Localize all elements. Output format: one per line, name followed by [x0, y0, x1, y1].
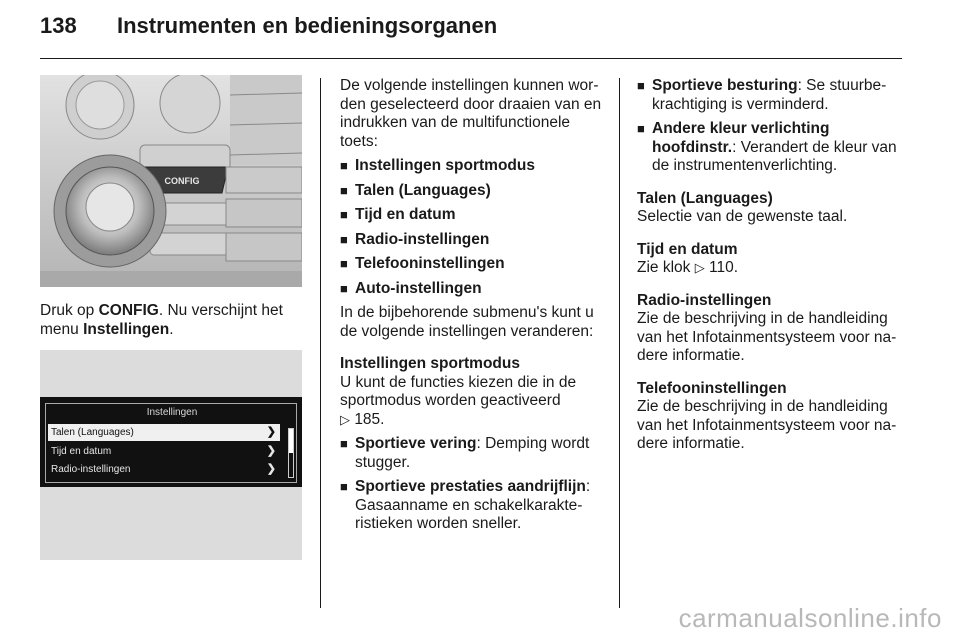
watermark: carmanualsonline.info: [678, 603, 942, 633]
option-description: : Se stuurbe- krachtiging is verminderd.: [652, 77, 887, 113]
bullet-icon: ■: [340, 207, 348, 222]
column-divider-1: [320, 78, 321, 608]
option-label: Sportieve vering: [355, 435, 477, 452]
submenu-text: In de bijbehorende submenu's kunt u de volgende instellingen veranderen:: [340, 304, 594, 340]
option-item: [340, 157, 605, 176]
bullet-icon: ■: [637, 121, 645, 136]
option-label: Telefooninstellingen: [355, 255, 505, 272]
bullet-icon: ■: [340, 182, 348, 198]
menu-item-label: Radio-instellingen: [51, 464, 131, 475]
display-screen: [40, 397, 302, 487]
bullet-icon: ■: [340, 479, 348, 494]
bullet-icon: ■: [340, 231, 348, 247]
option-description: : Gasaanname en schakelkarakte- ristieken worden sneller.: [355, 478, 591, 532]
section-heading: Talen (Languages): [637, 189, 773, 207]
page-reference[interactable]: 185.: [354, 410, 385, 428]
option-label: Radio-instellingen: [355, 230, 490, 248]
option-label: Andere kleur verlichting hoofdinstr.: [652, 120, 830, 156]
photo-caption: [40, 302, 305, 339]
bullet-icon: ■: [340, 256, 348, 271]
chevron-right-icon: ❯: [266, 463, 276, 475]
caption-config-term: CONFIG: [98, 302, 159, 319]
page-number: 138: [40, 13, 77, 38]
option-item: [340, 231, 605, 250]
bullet-icon: ■: [340, 280, 348, 296]
option-item: [340, 255, 605, 274]
section-heading: Radio-instellingen: [637, 291, 772, 309]
right-column: [637, 77, 905, 460]
caption-text: Druk op: [40, 302, 99, 319]
menu-scrollbar[interactable]: [288, 428, 294, 478]
section-text: Zie de beschrijving in de handleiding van het Infotainmentsysteem voor na- dere informatie.: [637, 398, 897, 452]
config-button-label: CONFIG: [164, 176, 200, 186]
arrow-ref-icon: ▷: [694, 260, 705, 275]
menu-item-label: Talen (Languages): [51, 427, 134, 438]
option-label: Sportieve prestaties aandrijflijn: [355, 478, 586, 495]
menu-item[interactable]: [48, 443, 280, 460]
section-heading: Telefooninstellingen: [637, 379, 787, 397]
option-item: [340, 435, 605, 472]
bullet-icon: ■: [340, 436, 348, 451]
option-description: : Demping wordt stugger.: [355, 435, 590, 471]
settings-screen-figure: [40, 350, 302, 560]
page-reference[interactable]: 110.: [709, 259, 739, 276]
section-text: Zie klok ▷ 110.: [637, 259, 739, 276]
chevron-right-icon: ❯: [266, 445, 276, 457]
menu-item[interactable]: [48, 424, 280, 441]
option-label: Talen (Languages): [355, 181, 491, 199]
section-text: Zie de beschrijving in de handleiding van het Infotainmentsysteem voor na- dere informatie.: [637, 310, 897, 364]
section-text: U kunt de functies kiezen die in de sportmodus worden geactiveerd ▷ 185.: [340, 373, 577, 428]
display-frame: [45, 403, 297, 483]
option-item: [637, 120, 905, 176]
option-item: [340, 182, 605, 201]
bullet-icon: ■: [637, 78, 645, 93]
arrow-ref-icon: ▷: [340, 411, 350, 427]
option-item: [340, 206, 605, 225]
option-item: [340, 280, 605, 299]
option-description: : Verandert de kleur van de instrumentenverlichting.: [652, 138, 897, 174]
caption-text: .: [169, 320, 174, 338]
caption-instellingen-term: Instellingen: [83, 320, 170, 338]
menu-title: Instellingen: [146, 407, 198, 418]
header-divider: [40, 58, 902, 59]
middle-column: [340, 77, 605, 540]
column-divider-2: [619, 78, 620, 608]
section-heading: Tijd en datum: [637, 240, 738, 258]
chevron-right-icon: ❯: [266, 426, 276, 438]
option-label: Tijd en datum: [355, 206, 456, 223]
menu-item-label: Tijd en datum: [51, 446, 112, 457]
option-item: [340, 478, 605, 534]
scrollbar-thumb[interactable]: [289, 429, 293, 453]
page-title: Instrumenten en bedieningsorganen: [117, 13, 498, 38]
config-button-photo: [40, 75, 302, 287]
section-text: Selectie van de gewenste taal.: [637, 208, 848, 225]
option-label: Auto-instellingen: [355, 279, 482, 297]
section-heading: Instellingen sportmodus: [340, 355, 520, 372]
menu-item[interactable]: [48, 461, 280, 478]
intro-text: De volgende instellingen kunnen wor- den geselecteerd door draaien van en indrukken van de multifunctionele toets:: [340, 77, 602, 150]
option-item: [637, 77, 905, 114]
caption-text: . Nu verschijnt het menu: [40, 302, 283, 338]
option-label: Instellingen sportmodus: [355, 157, 535, 174]
option-label: Sportieve besturing: [652, 77, 798, 94]
bullet-icon: ■: [340, 158, 348, 173]
